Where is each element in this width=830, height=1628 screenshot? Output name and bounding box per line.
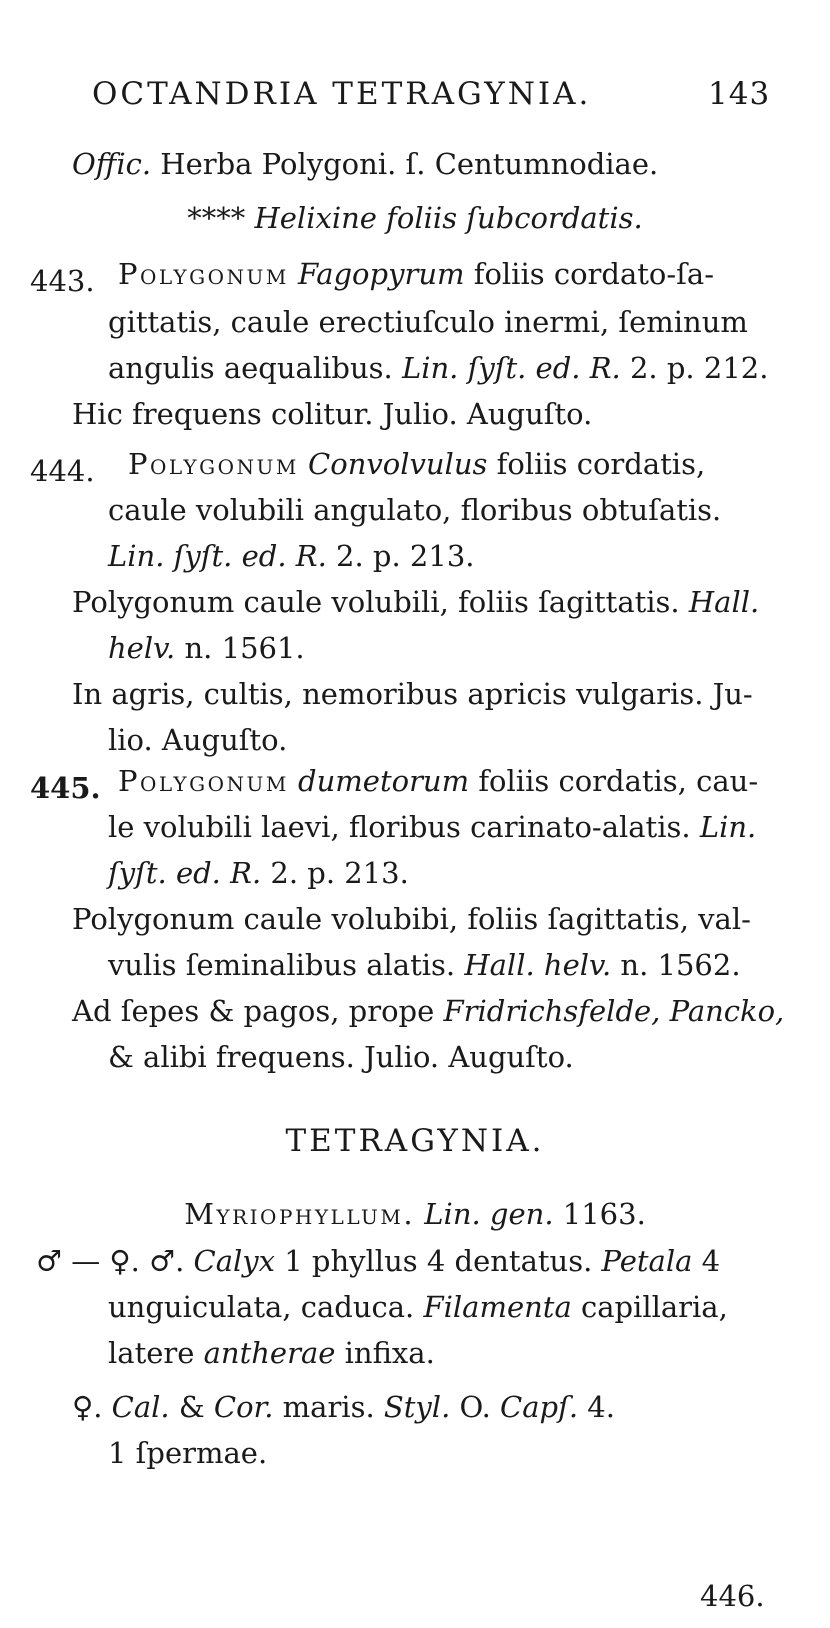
- offic-line: [72, 148, 658, 180]
- entry-number: 443.: [30, 264, 95, 298]
- genus-heading: [0, 1198, 830, 1230]
- entry-line: gittatis, caule erectiuſculo inermi, ſeminum: [108, 305, 748, 339]
- reference-text: Lin. ſyſt. ed. R.: [108, 539, 327, 573]
- organ-name: Capſ.: [500, 1390, 579, 1424]
- reference-number: 2. p. 213.: [270, 856, 409, 890]
- synonym-line: [108, 949, 741, 981]
- habitat-line: lio. Auguſto.: [108, 723, 288, 757]
- female-symbol: ♀.: [72, 1390, 103, 1424]
- entry-number: 444.: [30, 454, 95, 488]
- synonym-line: Polygonum caule volubibi, foliis ſagittatis, val-: [72, 902, 751, 936]
- synonym-number: n. 1562.: [620, 948, 741, 982]
- character-line: [108, 1337, 435, 1369]
- organ-name: antherae: [203, 1336, 336, 1370]
- character-text: 1 phyllus 4 dentatus.: [284, 1244, 593, 1278]
- synonym-line: [72, 586, 759, 618]
- offic-label: Offic.: [72, 147, 152, 181]
- synonym-text: Polygonum caule volubili, foliis ſagittatis.: [72, 585, 680, 619]
- section-title: TETRAGYNIA.: [285, 1123, 545, 1159]
- character-line: [108, 1291, 728, 1323]
- character-text: latere: [108, 1336, 195, 1370]
- locality-names: Fridrichsfelde, Pancko,: [443, 994, 785, 1028]
- character-text: capillaria,: [580, 1290, 728, 1324]
- diagnosis-text: angulis aequalibus.: [108, 351, 393, 385]
- character-line: 1 ſpermae.: [108, 1436, 268, 1470]
- character-line: [72, 1391, 615, 1423]
- genus-heading-name: Myriophyllum.: [184, 1197, 416, 1231]
- catchword: 446.: [700, 1579, 765, 1613]
- synonym-author: Hall.: [688, 585, 760, 619]
- organ-name: Calyx: [193, 1244, 276, 1278]
- habitat-line: & alibi frequens. Julio. Auguſto.: [108, 1040, 574, 1074]
- reference-number: 2. p. 212.: [629, 351, 769, 385]
- habitat-line: Hic frequens colitur. Julio. Auguſto.: [72, 397, 593, 431]
- genus-name: Polygonum: [118, 257, 289, 291]
- sex-symbols: ♂ — ♀. ♂.: [36, 1244, 185, 1278]
- synonym-source: helv.: [108, 631, 176, 665]
- organ-name: Filamenta: [423, 1290, 572, 1324]
- reference-number: 2. p. 213.: [336, 539, 475, 573]
- reference-text: Lin. ſyſt. ed. R.: [401, 351, 621, 385]
- species-name: Fagopyrum: [298, 257, 465, 291]
- running-header: [0, 78, 830, 118]
- synonym-number: n. 1561.: [184, 631, 305, 665]
- character-text: O.: [459, 1390, 491, 1424]
- organ-name: Petala: [601, 1244, 693, 1278]
- entry-line: [108, 811, 756, 843]
- subsection-marker: ****: [187, 201, 246, 235]
- entry-line: [108, 540, 475, 572]
- diagnosis-text: foliis cordato-ſa-: [473, 257, 714, 291]
- character-text: unguiculata, caduca.: [108, 1290, 415, 1324]
- reference-text: Lin.: [699, 810, 757, 844]
- character-line: [36, 1245, 720, 1277]
- entry-line: [128, 448, 705, 480]
- organ-name: Cor.: [213, 1390, 274, 1424]
- entry-line: [108, 857, 409, 889]
- character-text: 4: [701, 1244, 721, 1278]
- header-title: OCTANDRIA TETRAGYNIA.: [92, 76, 592, 112]
- species-name: dumetorum: [298, 764, 470, 798]
- entry-line: caule volubili angulato, floribus obtuſatis.: [108, 493, 722, 527]
- reference-text: ſyſt. ed. R.: [108, 856, 262, 890]
- genus-name: Polygonum: [118, 764, 289, 798]
- habitat-line: [72, 995, 784, 1027]
- diagnosis-text: foliis cordatis, cau-: [478, 764, 759, 798]
- synonym-text: vulis ſeminalibus alatis.: [108, 948, 456, 982]
- character-text: infixa.: [344, 1336, 435, 1370]
- diagnosis-text: le volubili laevi, floribus carinato-alatis.: [108, 810, 691, 844]
- habitat-text: Ad ſepes & pagos, prope: [72, 994, 435, 1028]
- synonym-source: Hall. helv.: [464, 948, 612, 982]
- species-name: Convolvulus: [308, 447, 488, 481]
- entry-number: 445.: [30, 771, 101, 805]
- entry-line: [118, 765, 758, 797]
- organ-name: Styl.: [383, 1390, 451, 1424]
- entry-line: [108, 352, 768, 384]
- organ-name: Cal.: [111, 1390, 170, 1424]
- subsection-text: Helixine foliis ſubcordatis.: [254, 201, 643, 235]
- genus-heading-number: 1163.: [562, 1197, 646, 1231]
- synonym-line: [108, 632, 305, 664]
- character-text: &: [178, 1390, 205, 1424]
- diagnosis-text: foliis cordatis,: [496, 447, 706, 481]
- entry-line: [118, 258, 714, 290]
- genus-heading-ref: Lin. gen.: [424, 1197, 554, 1231]
- offic-text: Herba Polygoni. ſ. Centumnodiae.: [160, 147, 659, 181]
- character-text: 4.: [587, 1390, 615, 1424]
- genus-name: Polygonum: [128, 447, 299, 481]
- character-text: maris.: [282, 1390, 375, 1424]
- habitat-line: In agris, cultis, nemoribus apricis vulgaris. Ju-: [72, 677, 753, 711]
- page-number: 143: [708, 76, 771, 112]
- subsection-heading: [0, 202, 830, 234]
